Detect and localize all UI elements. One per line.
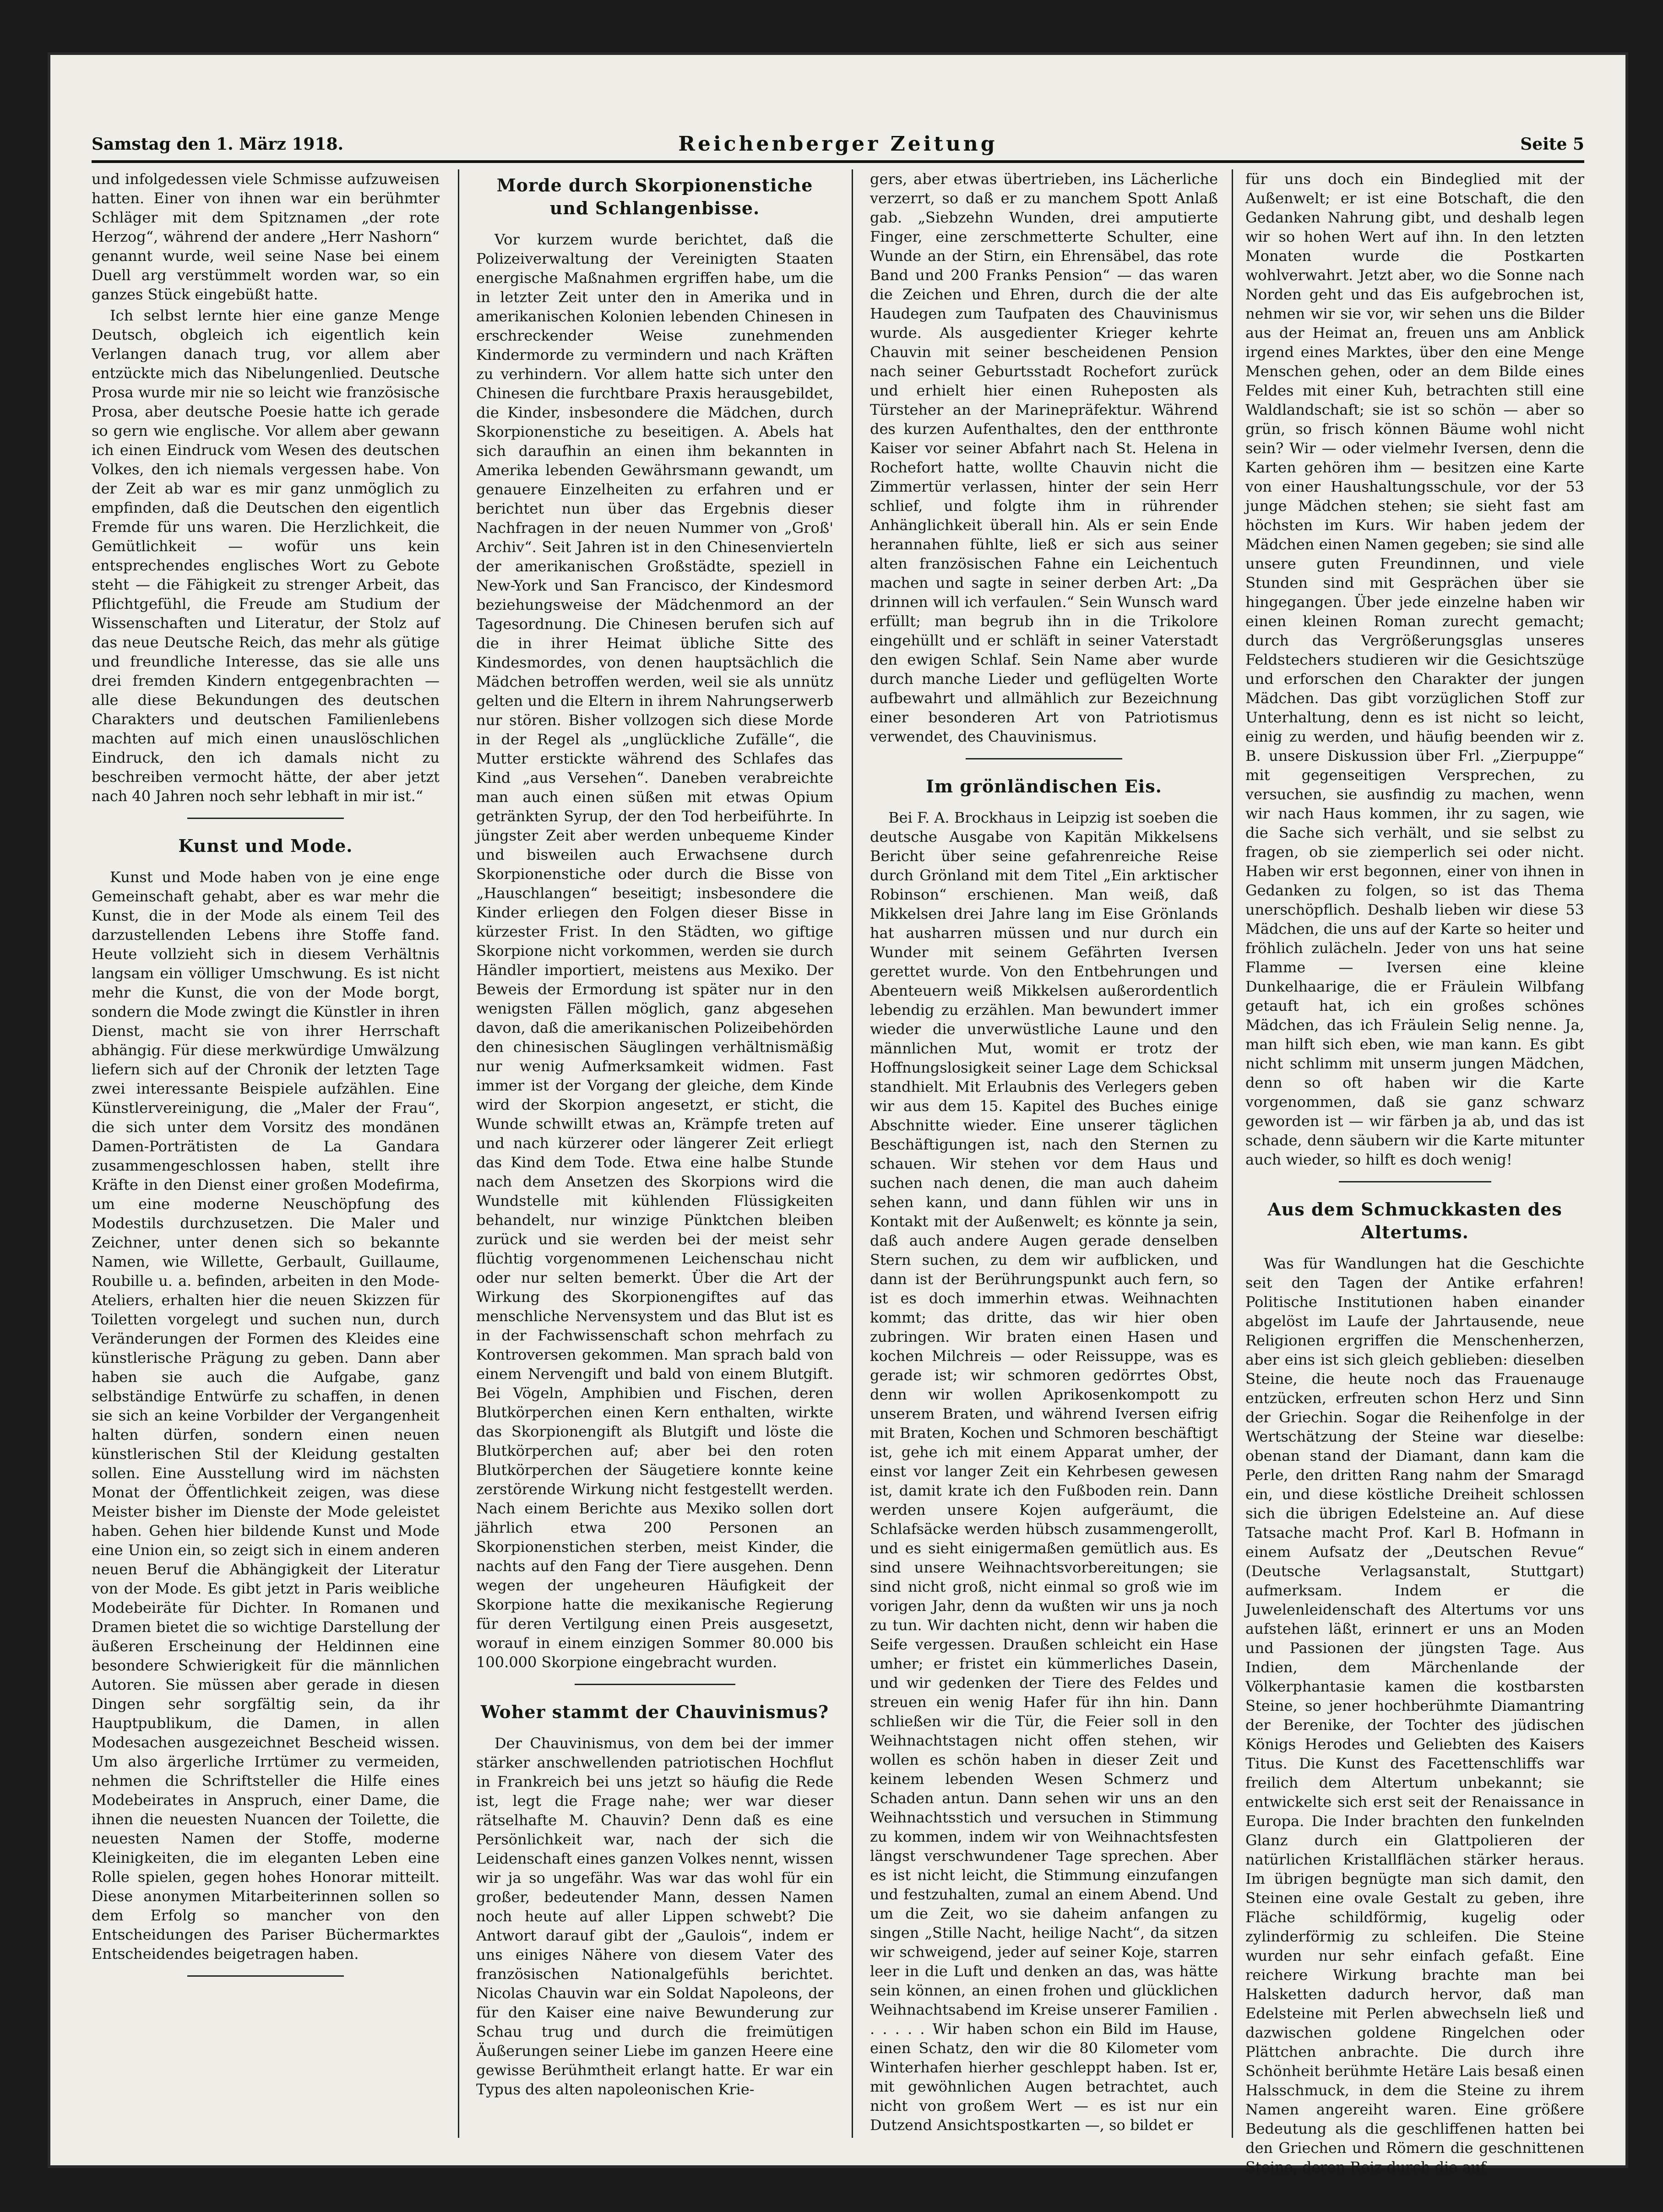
headline-line-2: und Schlangenbisse.	[549, 198, 760, 218]
article-divider	[187, 1975, 344, 1977]
article-paragraph: Ich selbst lernte hier eine ganze Menge Deutsch, obgleich ich eigentlich kein Verlangen danach trug, vor allem aber entzückte mich das Nibelungenlied. Deutsche Prosa wurde mir nie so leicht wie französische Prosa, aber deutsche Poesie hatte ich gerade so gern wie englische. Vor allem aber gewann ich einen Eindruck vom Wesen des deutschen Volkes, den ich niemals vergessen habe. Von der Zeit ab war es mir ganz unmöglich zu empfinden, daß die Deutschen den eigentlich Fremde für uns waren. Die Herzlichkeit, die Gemütlichkeit — wofür uns kein entsprechendes englisches Wort zu Gebote steht — die Fähigkeit zu strenger Arbeit, das Pflichtgefühl, die Freude am Studium der Wissenschaften und Literatur, der Stolz auf das neue Deutsche Reich, das mehr als gütige und freundliche Interesse, das sie alle uns drei fremden Kindern entgegenbrachten — alle diese Bekundungen des deutschen Charakters und deutschen Familienlebens machten auf mich einen unauslöschlichen Eindruck, den ich damals nicht zu beschreiben vermocht hätte, der aber jetzt nach 40 Jahren noch sehr lebhaft in mir ist.“	[92, 307, 440, 805]
column-3	[870, 169, 1218, 2133]
article-paragraph: gers, aber etwas übertrieben, ins Lächerliche verzerrt, so daß er zu manchem Spott Anlaß gab. „Siebzehn Wunden, drei amputierte Finger, eine zerschmetterte Schulter, eine Wunde an der Stirn, ein Ehrensäbel, das rote Band und 200 Franks Pension“ — das waren die Zeichen und Ehren, durch die der alte Haudegen zum Taufpaten des Chauvinismus wurde. Als ausgedienter Krieger kehrte Chauvin mit seiner bescheidenen Pension nach seiner Geburtsstadt Rochefort zurück und erhielt hier einen Ruheposten als Türsteher an der Marinepräfektur. Während des kurzen Aufenthaltes, den der entthronte Kaiser vor seiner Abfahrt nach St. Helena in Rochefort hatte, wollte Chauvin nicht die Zimmertür verlassen, hinter der sein Herr schlief, und folgte ihm in rührender Anhänglichkeit überall hin. Als er sein Ende herannahen fühlte, ließ er sich aus seiner alten französischen Fahne ein Leichentuch machen und sagte in seiner derben Art: „Da drinnen will ich verfaulen.“ Sein Wunsch ward erfüllt; man begrub ihn in die Trikolore eingehüllt und er schläft in seiner Vaterstadt den ewigen Schlaf. Sein Name aber wurde durch manche Lieder und geflügelten Worte aufbewahrt und allmählich zur Bezeichnung einer besonderen Art von Patriotismus verwendet, des Chauvinismus.	[870, 170, 1218, 745]
newspaper-page	[50, 55, 1625, 2176]
article-divider	[1339, 1181, 1491, 1182]
issue-date: Samstag den 1. März 1918.	[92, 135, 344, 154]
column-4	[1245, 169, 1584, 2176]
article-paragraph: für uns doch ein Bindeglied mit der Außenwelt; er ist eine Botschaft, die den Gedanken Nahrung gibt, und deshalb legen wir so hohen Wert auf ihn. In den letzten Monaten wurde die Postkarten wohlverwahrt. Jetzt aber, wo die Sonne nach Norden geht und das Eis aufgebrochen ist, nehmen wir sie vor, wir sehen uns die Bilder aus der Heimat an, freuen uns am Anblick irgend eines Marktes, über den eine Menge Menschen gehen, oder an dem Bilde eines Feldes mit einer Kuh, betrachten still eine Waldlandschaft; sie ist so schön — aber so grün, so frisch können Bäume wohl nicht sein? Wir — oder vielmehr Iversen, denn die Karten gehören ihm — besitzen eine Karte von einer Haushaltungsschule, vor der 53 junge Mädchen stehen; sie sieht fast am höchsten im Kurs. Wir haben jedem der Mädchen einen Namen gegeben; sie sind alle unsere guten Freundinnen, und viele Stunden sind mit Gesprächen über sie hingegangen. Über jede einzelne haben wir einen kleinen Roman zurecht gemacht; durch das Vergrößerungsglas unseres Feldstechers studieren wir die Gesichtszüge und erforschen den Charakter der jungen Mädchen. Das gibt vorzüglichen Stoff zur Unterhaltung, denn es ist nicht so leicht, einig zu werden, und häufig beenden wir z. B. unsere Diskussion über Frl. „Zierpuppe“ mit gegenseitigen Versprechen, zu versuchen, sie ausfindig zu machen, wenn wir nach Haus kommen, ihr zu sagen, wie die Sache sich verhält, und sie selbst zu fragen, ob sie ziemperlich sei oder nicht. Haben wir erst begonnen, einer von ihnen in Gedanken zu folgen, so ist das Thema unerschöpflich. Deshalb lieben wir diese 53 Mädchen, die uns auf der Karte so heiter und fröhlich zulächeln. Jeder von uns hat seine Flamme — Iversen eine kleine Dunkelhaarige, die er Fräulein Wilbfang getauft hat, ich ein großes schönes Mädchen, das ich Fräulein Selig nenne. Ja, man hilft sich eben, wie man kann. Es gibt nicht schlimm mit unserm jungen Mädchen, denn so oft haben wir die Karte vorgenommen, daß sie ganz schwarz geworden ist — wir färben ja ab, und das ist schade, denn säubern wir die Karte mitunter auch wieder, so hilft es doch wenig!	[1245, 170, 1584, 1168]
article-divider	[187, 818, 344, 819]
article-paragraph: Der Chauvinismus, von dem bei der immer stärker anschwellenden patriotischen Hochflut in Frankreich bei uns jetzt so häufig die Rede ist, legt die Frage nahe; wer war dieser rätselhafte M. Chauvin? Denn daß es eine Persönlichkeit war, nach der sich die Leidenschaft eines ganzen Volkes nennt, wissen wir ja so ungefähr. Was war das wohl für ein großer, bedeutender Mann, dessen Namen noch heute auf aller Lippen schwebt? Die Antwort darauf gibt der „Gaulois“, indem er uns einiges Nähere von diesem Vater des französischen Nationalgefühls berichtet. Nicolas Chauvin war ein Soldat Napoleons, der für den Kaiser eine naive Bewunderung zur Schau trug und durch die freimütigen Äußerungen seiner Liebe im ganzen Heere eine gewisse Berühmtheit erlangt hatte. Er war ein Typus des alten napoleonischen Krie-	[476, 1735, 833, 2098]
article-divider	[575, 1684, 735, 1685]
column-divider	[1232, 169, 1233, 2138]
headline-line-1: Morde durch Skorpionenstiche	[496, 175, 813, 195]
column-1	[92, 169, 440, 2133]
masthead	[92, 124, 1584, 163]
article-headline: Im grönländischen Eis.	[926, 776, 1162, 797]
article-paragraph: Was für Wandlungen hat die Geschichte seit den Tagen der Antike erfahren! Politische Institutionen haben einander abgelöst im Laufe der Jahrtausende, neue Religionen ergriffen die Menschenherzen, aber eins ist sich gleich geblieben: dieselben Steine, die heute noch das Frauenauge entzücken, erfreuten schon Herz und Sinn der Griechin. Sogar die Reihenfolge in der Wertschätzung der Steine war dieselbe: obenan stand der Diamant, dann kam die Perle, den dritten Rang nahm der Smaragd ein, und diese köstliche Dreiheit schlossen sich die übrigen Edelsteine an. Auf diese Tatsache macht Prof. Karl B. Hofmann in einem Aufsatz der „Deutschen Revue“ (Deutsche Verlagsanstalt, Stuttgart) aufmerksam. Indem er die Juwelenleidenschaft des Altertums vor uns aufstehen läßt, erinnert er uns an Moden und Passionen der jüngsten Tage. Aus Indien, dem Märchenlande der Völkerphantasie kamen die kostbarsten Steine, so jener hochberühmte Diamantring der Berenike, der Tochter des jüdischen Königs Herodes und Geliebten des Kaisers Titus. Die Kunst des Facettenschliffs war freilich dem Altertum unbekannt; sie entwickelte sich erst seit der Renaissance in Europa. Die Inder brachten den funkelnden Glanz durch ein Glattpolieren der natürlichen Kristallflächen stärker heraus. Im übrigen begnügte man sich damit, den Steinen eine ovale Gestalt zu geben, ihre Fläche schildförmig, kugelig oder zylinderförmig zu schleifen. Die Steine wurden nur sehr einfach gefaßt. Eine reichere Wirkung brachte man bei Halsketten dadurch hervor, daß man Edelsteine mit Perlen abwechseln ließ und dazwischen goldene Ringelchen oder Plättchen anbrachte. Die durch ihre Schönheit berühmte Hetäre Lais besaß einen Halsschmuck, in dem die Steine zu ihrem Namen angereiht waren. Eine größere Bedeutung als die geschliffenen hatten bei den Griechen und Römern die geschnittenen Steine, deren Reiz durch die auf	[1245, 1255, 1584, 2176]
article-paragraph: Kunst und Mode haben von je eine enge Gemeinschaft gehabt, aber es war mehr die Kunst, die in der Mode als einem Teil des darzustellenden Lebens ihre Stoffe fand. Heute vollzieht sich in diesem Verhältnis langsam ein völliger Umschwung. Es ist nicht mehr die Kunst, die von der Mode borgt, sondern die Mode zwingt die Künstler in ihren Dienst, macht sie von ihrer Herrschaft abhängig. Für diese merkwürdige Umwälzung liefern sich auf der Chronik der letzten Tage zwei interessante Beispiele aufzählen. Eine Künstlervereinigung, die „Maler der Frau“, die sich unter dem Vorsitz des mondänen Damen-Porträtisten de La Gandara zusammengeschlossen haben, stellt ihre Kräfte in den Dienst einer großen Modefirma, um eine moderne Neuschöpfung des Modestils durchzusetzen. Die Maler und Zeichner, unter denen sich so bekannte Namen, wie Willette, Gerbault, Guillaume, Roubille u. a. befinden, arbeiten in den Mode-Ateliers, erhalten hier die neuen Skizzen für Toiletten vorgelegt und suchen nun, durch Veränderungen der Formen des Kleides eine künstlerische Prägung zu geben. Dann aber haben sie auch die Aufgabe, ganz selbständige Entwürfe zu schaffen, in denen sie sich an keine Vorbilder der Vergangenheit halten dürfen, sondern einen neuen künstlerischen Stil der Kleidung gestalten sollen. Eine Ausstellung wird im nächsten Monat der Öffentlichkeit zeigen, was diese Meister bisher im Dienste der Mode geleistet haben. Gehen hier bildende Kunst und Mode eine Union ein, so zeigt sich in einem anderen neuen Beruf die Abhängigkeit der Literatur von der Mode. Es gibt jetzt in Paris weibliche Modebeiräte für Dichter. In Romanen und Dramen bietet die so wichtige Darstellung der äußeren Erscheinung der Heldinnen eine besondere Schwierigkeit für die männlichen Autoren. Sie müssen aber gerade in diesen Dingen sehr sorgfältig sein, da ihr Hauptpublikum, die Damen, in allen Modesachen ausgezeichnet Bescheid wissen. Um also ärgerliche Irrtümer zu vermeiden, nehmen die Schriftsteller die Hilfe eines Modebeirates in Anspruch, einer Dame, die ihnen die neuesten Nuancen der Toilette, die neuesten Namen der Stoffe, moderne Kleinigkeiten, die im eleganten Leben eine Rolle spielen, gegen hohes Honorar mitteilt. Diese anonymen Mitarbeiterinnen sollen so dem Erfolg so mancher von den Entscheidungen des Pariser Büchermarktes Entscheidendes beigetragen haben.	[92, 868, 440, 1963]
article-headline	[476, 174, 833, 220]
column-divider	[458, 169, 459, 2138]
column-2	[476, 169, 833, 2133]
article-paragraph: und infolgedessen viele Schmisse aufzuweisen hatten. Einer von ihnen war ein berühmter Schläger mit dem Spitznamen „der rote Herzog“, während der andere „Herr Nashorn“ genannt wurde, weil seine Nase bei einem Duell arg verstümmelt worden war, so ein ganzes Stück eingebüßt hatte.	[92, 170, 440, 303]
column-divider	[852, 169, 853, 2138]
page-number: Seite 5	[1520, 135, 1584, 154]
newspaper-title: Reichenberger Zeitung	[678, 132, 998, 156]
article-headline: Aus dem Schmuckkasten des Altertums.	[1267, 1199, 1562, 1242]
article-paragraph: Vor kurzem wurde berichtet, daß die Polizeiverwaltung der Vereinigten Staaten energische Maßnahmen ergriffen habe, um die in letzter Zeit unter den in Amerika und in amerikanischen Kolonien lebenden Chinesen in erschreckender Weise zunehmenden Kindermorde zu vermindern und nach Kräften zu verhindern. Vor allem hatte sich unter den Chinesen die furchtbare Praxis herausgebildet, die Kinder, insbesondere die Mädchen, durch Skorpionenstiche zu beseitigen. A. Abels hat sich daraufhin an einen ihm bekannten in Amerika lebenden Gewährsmann gewandt, um genauere Einzelheiten zu erfahren und er berichtet nun über das Ergebnis dieser Nachfragen in der neuen Nummer von „Groß' Archiv“. Seit Jahren ist in den Chinesenvierteln der amerikanischen Großstädte, speziell in New-York und San Francisco, der Kindesmord beziehungsweise der Mädchenmord an der Tagesordnung. Die Chinesen berufen sich auf die in ihrer Heimat übliche Sitte des Kindesmordes, von denen hauptsächlich die Mädchen betroffen werden, weil sie als unnütz gelten und die Eltern in ihrem Nahrungserwerb nur stören. Bisher vollzogen sich diese Morde in der Regel als „unglückliche Zufälle“, die Mutter erstickte während des Schlafes das Kind „aus Versehen“. Daneben verabreichte man auch einen süßen mit etwas Opium getränkten Syrup, der den Tod herbeiführte. In jüngster Zeit aber werden unbequeme Kinder und bisweilen auch Erwachsene durch Skorpionenstiche oder durch die Bisse von „Hauschlangen“ beseitigt; insbesondere die Kinder erliegen den Folgen dieser Bisse in kürzester Frist. In den Städten, wo giftige Skorpione nicht vorkommen, werden sie durch Händler importiert, meistens aus Mexiko. Der Beweis der Ermordung ist später nur in den wenigsten Fällen möglich, ganz abgesehen davon, daß die amerikanischen Polizeibehörden den chinesischen Säuglingen verhältnismäßig nur wenig Aufmerksamkeit widmen. Fast immer ist der Vorgang der gleiche, dem Kinde wird der Skorpion angesetzt, er sticht, die Wunde schwillt etwas an, Krämpfe treten auf und nach kürzerer oder längerer Zeit erliegt das Kind dem Tode. Etwa eine halbe Stunde nach dem Ansetzen des Skorpions wird die Wundstelle mit kühlenden Flüssigkeiten behandelt, nur winzige Pünktchen bleiben zurück und sie werden bei der meist sehr flüchtig vorgenommenen Leichenschau nicht oder nur selten bemerkt. Über die Art der Wirkung des Skorpionengiftes auf das menschliche Nervensystem und das Blut ist es in der Fachwissenschaft schon mehrfach zu Kontroversen gekommen. Man sprach bald von einem Nervengift und bald von einem Blutgift. Bei Vögeln, Amphibien und Fischen, deren Blutkörperchen einen Kern enthalten, wirkte das Skorpionengift als Blutgift und löste die Blutkörperchen auf; aber bei den roten Blutkörperchen der Säugetiere konnte keine zerstörende Wirkung nicht festgestellt werden. Nach einem Berichte aus Mexiko sollen dort jährlich etwa 200 Personen an Skorpionenstichen sterben, meist Kinder, die nachts auf den Fang der Tiere ausgehen. Denn wegen der ungeheuren Häufigkeit der Skorpione hatte die mexikanische Regierung für deren Vertilgung einen Preis ausgesetzt, worauf in einem einzigen Sommer 80.000 bis 100.000 Skorpione eingebracht wurden.	[476, 231, 833, 1671]
article-headline: Woher stammt der Chauvinismus?	[480, 1702, 829, 1722]
article-paragraph: Bei F. A. Brockhaus in Leipzig ist soeben die deutsche Ausgabe von Kapitän Mikkelsens Bericht über seine gefahrenreiche Reise durch Grönland mit dem Titel „Ein arktischer Robinson“ erschienen. Man weiß, daß Mikkelsen drei Jahre lang im Eise Grönlands hat ausharren müssen und nur durch ein Wunder mit seinem Gefährten Iversen gerettet wurde. Von den Entbehrungen und Abenteuern weiß Mikkelsen außerordentlich lebendig zu erzählen. Man bewundert immer wieder die unverwüstliche Laune und den männlichen Mut, womit er trotz der Hoffnungslosigkeit seiner Lage dem Schicksal standhielt. Mit Erlaubnis des Verlegers geben wir aus dem 15. Kapitel des Buches einige Abschnitte wieder. Eine unserer täglichen Beschäftigungen ist, nach den Sternen zu schauen. Wir stehen vor dem Haus und suchen nach denen, die man auch daheim sehen kann, und dann fühlen wir uns in Kontakt mit der Außenwelt; es könnte ja sein, daß auch andere Augen gerade denselben Stern suchen, zu dem wir aufblicken, und dann ist der Berührungspunkt auch fern, so ist es doch immerhin etwas. Weihnachten kommt; das dritte, das wir hier oben zubringen. Wir braten einen Hasen und kochen Milchreis — oder Reissuppe, was es gerade ist; wir schmoren gedörrtes Obst, denn wir wollen Aprikosenkompott zu unserem Braten, und während Iversen eifrig mit Braten, Kochen und Schmoren beschäftigt ist, gehe ich mit einem Apparat umher, der einst vor langer Zeit ein Kehrbesen gewesen ist, damit krate ich den Fußboden rein. Dann werden unsere Kojen aufgeräumt, die Schlafsäcke werden hübsch zusammengerollt, und es sieht einigermaßen gemütlich aus. Es sind unsere Weihnachtsvorbereitungen; sie sind nicht groß, nicht einmal so groß wie im vorigen Jahr, denn da wußten wir uns ja noch zu tun. Wir dachten nicht, denn wir haben die Seife vergessen. Draußen schleicht ein Hase umher; er fristet ein kümmerliches Dasein, und wir gedenken der Tiere des Feldes und streuen ein wenig Hafer für ihn hin. Dann schließen wir die Tür, die Feier soll in den Weihnachtstagen nicht offen stehen, wir wollen es schön haben in dieser Zeit und keinem lebenden Wesen Schmerz und Schaden antun. Dann sehen wir uns an den Weihnachtsstich und versuchen in Stimmung zu kommen, indem wir von Weihnachtsfesten längst verschwundener Tage sprechen. Aber es ist nicht leicht, die Stimmung einzufangen und festzuhalten, zumal an einem Abend. Und um die Zeit, wo sie daheim anfangen zu singen „Stille Nacht, heilige Nacht“, da sitzen wir schweigend, jeder auf seiner Koje, starren leer in die Luft und denken an das, was hätte sein können, an einen frohen und glücklichen Weihnachtsabend im Kreise unserer Familien . . . . . . Wir haben schon ein Bild im Hause, einen Schatz, den wir die 80 Kilometer vom Winterhafen hierher geschleppt haben. Ist er, mit gewöhnlichen Augen betrachtet, auch nicht von großem Wert — es ist nur ein Dutzend Ansichtspostkarten —, so bildet er	[870, 809, 1218, 2134]
article-headline: Kunst und Mode.	[178, 835, 353, 856]
article-divider	[966, 758, 1122, 759]
